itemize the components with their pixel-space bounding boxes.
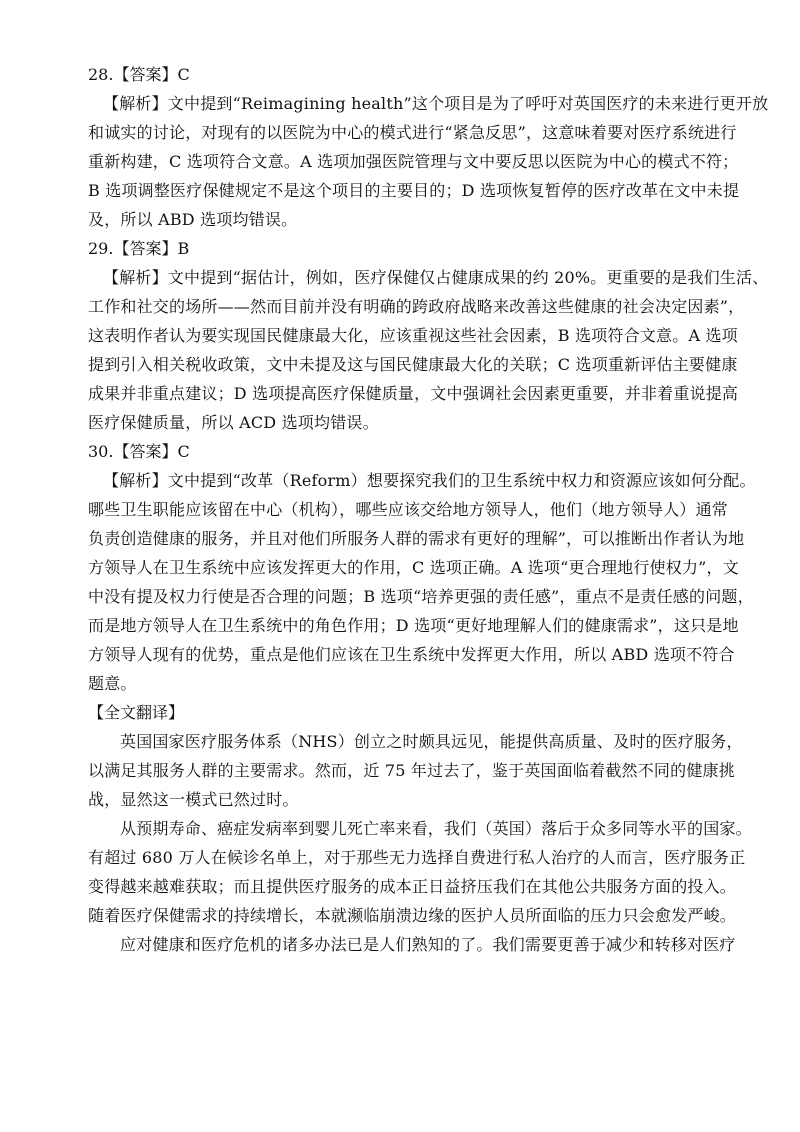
q29-analysis-line: 医疗保健质量，所以 ACD 选项均错误。: [88, 413, 379, 432]
q29-analysis-line: 提到引入相关税收政策，文中未提及这与国民健康最大化的关联；C 选项重新评估主要健康: [88, 355, 738, 374]
q29-analysis-line: 工作和社交的场所——然而目前并没有明确的跨政府战略来改善这些健康的社会决定因素”，: [88, 297, 745, 316]
translation-paragraph: [88, 930, 736, 959]
q28-analysis-line: 和诚实的讨论，对现有的以医院为中心的模式进行“紧急反思”，这意味着要对医疗系统进行: [88, 123, 737, 142]
q29-analysis-line: 成果并非重点建议；D 选项提高医疗保健质量，文中强调社会因素更重要，并非着重说提高: [88, 384, 739, 403]
q30-analysis-line: 哪些卫生职能应该留在中心（机构），哪些应该交给地方领导人，他们（地方领导人）通常: [88, 500, 729, 519]
translation-line: 随着医疗保健需求的持续增长，本就濒临崩溃边缘的医护人员所面临的压力只会愈发严峻。: [88, 906, 737, 925]
q28-analysis-line: 【解析】文中提到“Reimagining health”这个项目是为了呼吁对英国医疗的未来进行更开放: [103, 94, 769, 113]
q28-answer: 28.【答案】C: [88, 65, 190, 84]
q30-analysis-line: 【解析】文中提到“改革（Reform）想要探究我们的卫生系统中权力和资源应该如何分配。: [103, 471, 756, 490]
translation-line: 以满足其服务人群的主要需求。然而，近 75 年过去了，鉴于英国面临着截然不同的健康挑: [88, 761, 735, 780]
question-30: [88, 437, 756, 698]
q30-analysis-line: 负责创造健康的服务，并且对他们所服务人群的需求有更好的理解”，可以推断出作者认为地: [88, 529, 745, 548]
q28-analysis-line: 重新构建，C 选项符合文意。A 选项加强医院管理与文中要反思以医院为中心的模式不符；: [88, 152, 739, 171]
q30-answer: 30.【答案】C: [88, 442, 190, 461]
q28-analysis-line: 及，所以 ABD 选项均错误。: [88, 210, 298, 229]
translation-paragraph: [88, 727, 743, 814]
translation-line: 战，显然这一模式已然过时。: [88, 790, 299, 809]
q30-analysis-line: 方领导人在卫生系统中应该发挥更大的作用，C 选项正确。A 选项“更合理地行使权力”，文: [88, 558, 739, 577]
q29-analysis-line: 这表明作者认为要实现国民健康最大化，应该重视这些社会因素，B 选项符合文意。A 选项: [88, 326, 738, 345]
translation-section: [88, 698, 752, 959]
q30-analysis-line: 题意。: [88, 674, 137, 693]
translation-paragraph: [88, 814, 752, 930]
q30-analysis-line: 而是地方领导人在卫生系统中的角色作用；D 选项“更好地理解人们的健康需求”，这只是地: [88, 616, 739, 635]
q30-analysis-line: 方领导人现有的优势，重点是他们应该在卫生系统中发挥更大作用，所以 ABD 选项不符合: [88, 645, 735, 664]
q29-analysis-line: 【解析】文中提到“据估计，例如，医疗保健仅占健康成果的约 20%。更重要的是我们生活、: [103, 268, 769, 287]
translation-line: 英国国家医疗服务体系（NHS）创立之时颇具远见，能提供高质量、及时的医疗服务，: [120, 732, 743, 751]
question-28: [88, 60, 769, 234]
q30-analysis-line: 中没有提及权力行使是否合理的问题；B 选项“培养更强的责任感”，重点不是责任感的问题，: [88, 587, 754, 606]
question-29: [88, 234, 769, 437]
translation-heading: 【全文翻译】: [88, 703, 185, 722]
document-page: [88, 60, 769, 959]
translation-line: 有超过 680 万人在候诊名单上，对于那些无力选择自费进行私人治疗的人而言，医疗服务正: [88, 848, 746, 867]
translation-line: 变得越来越难获取；而且提供医疗服务的成本正日益挤压我们在其他公共服务方面的投入。: [88, 877, 737, 896]
q28-analysis-line: B 选项调整医疗保健规定不是这个项目的主要目的；D 选项恢复暂停的医疗改革在文中未提: [88, 181, 740, 200]
q29-answer: 29.【答案】B: [88, 239, 190, 258]
translation-line: 应对健康和医疗危机的诸多办法已是人们熟知的了。我们需要更善于减少和转移对医疗: [120, 935, 736, 954]
translation-line: 从预期寿命、癌症发病率到婴儿死亡率来看，我们（英国）落后于众多同等水平的国家。: [120, 819, 752, 838]
